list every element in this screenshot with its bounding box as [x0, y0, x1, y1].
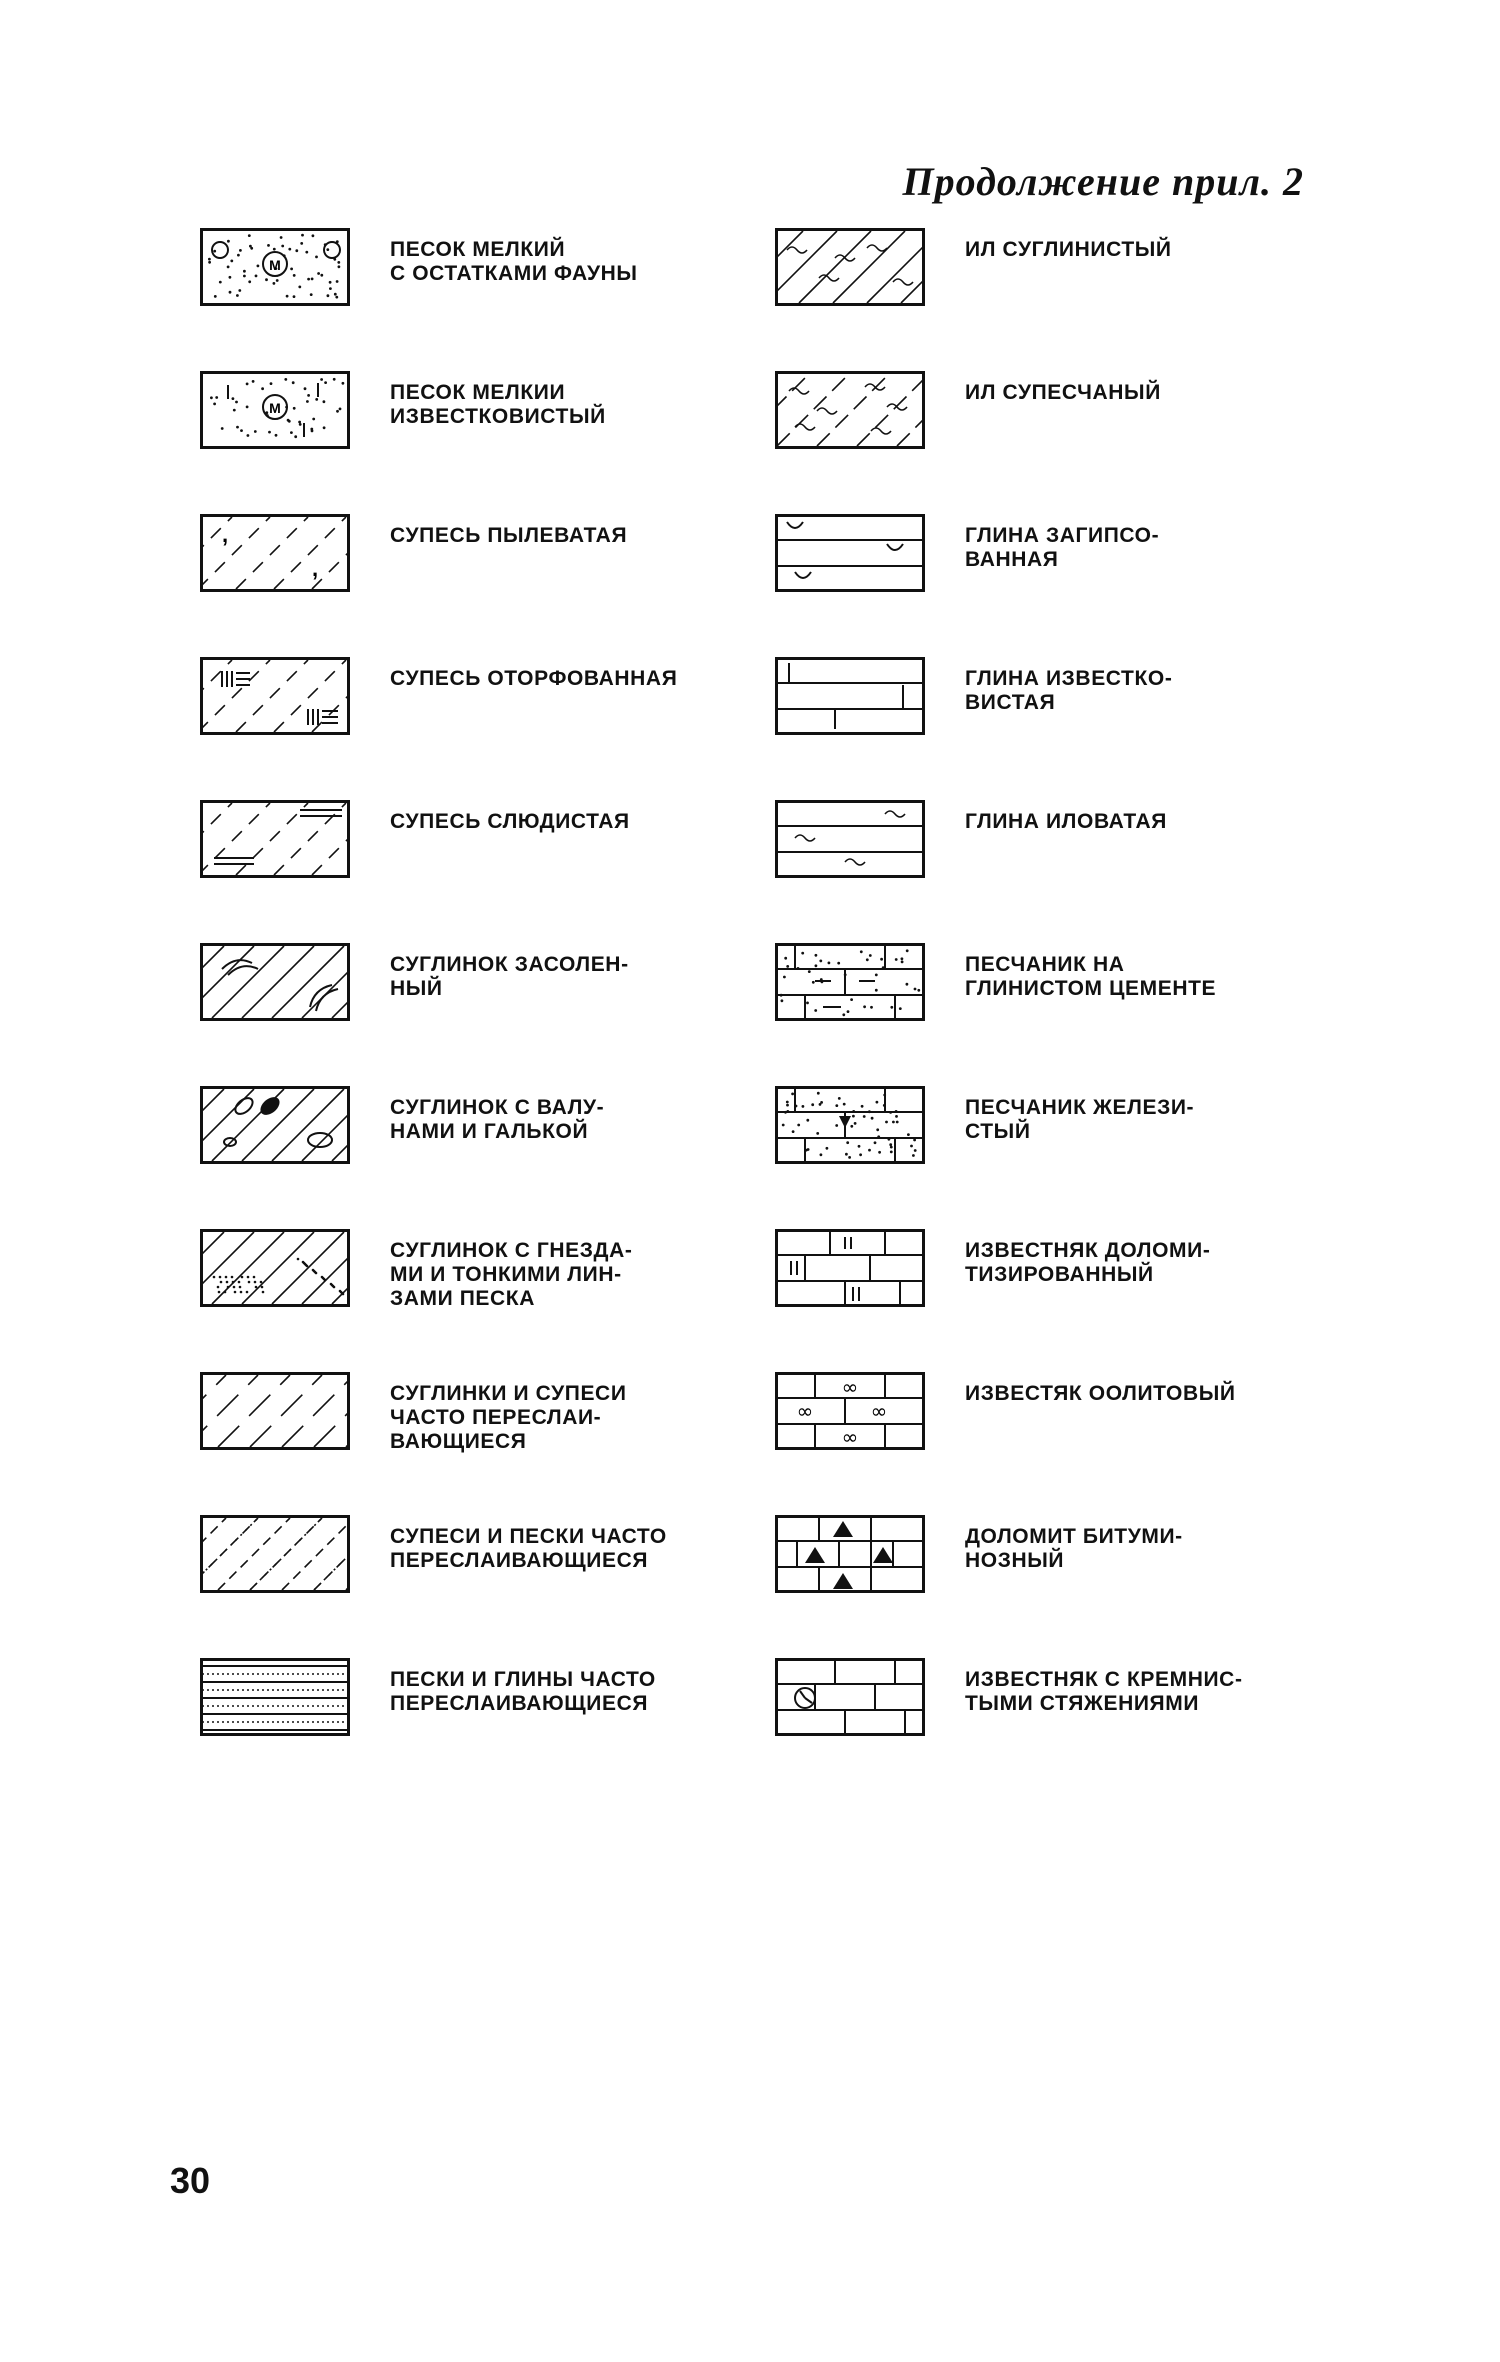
loam-sandy-interbedded-swatch: [200, 1372, 350, 1450]
legend-label: ГЛИНА ИЛОВАТАЯ: [965, 810, 1167, 833]
legend-label: ПЕСКИ И ГЛИНЫ ЧАСТО ПЕРЕСЛАИВАЮЩИЕСЯ: [390, 1668, 656, 1715]
sandy-loam-sand-interbedded-swatch: [200, 1515, 350, 1593]
legend-label: СУПЕСЬ СЛЮДИСТАЯ: [390, 810, 630, 833]
continuation-heading: Продолжение прил. 2: [902, 159, 1304, 204]
legend-item-limestone-dolomitized: [775, 1229, 1310, 1372]
legend-label: ИЗВЕСТНЯК С КРЕМНИС- ТЫМИ СТЯЖЕНИЯМИ: [965, 1668, 1243, 1715]
legend-item-sand-clay-interbedded: [200, 1658, 775, 1801]
legend-label: ИЛ СУГЛИНИСТЫЙ: [965, 238, 1172, 261]
silt-loamy-swatch: [775, 228, 925, 306]
legend-item-silt-loamy: [775, 228, 1310, 371]
legend-item-dolomite-bituminous: [775, 1515, 1310, 1658]
svg-text:M: M: [269, 257, 281, 273]
legend-label: ПЕСЧАНИК ЖЕЛЕЗИ- СТЫЙ: [965, 1096, 1195, 1143]
legend-item-sandy-loam-peaty: [200, 657, 775, 800]
svg-text:∞: ∞: [841, 1425, 859, 1449]
sand-clay-interbedded-swatch: [200, 1658, 350, 1736]
legend-grid: [200, 228, 1310, 1801]
svg-text:∞: ∞: [870, 1399, 888, 1423]
sandstone-ferruginous-swatch: [775, 1086, 925, 1164]
legend-label: СУГЛИНОК ЗАСОЛЕН- НЫЙ: [390, 953, 629, 1000]
legend-label: ПЕСЧАНИК НА ГЛИНИСТОМ ЦЕМЕНТЕ: [965, 953, 1217, 1000]
legend-item-silt-sandy: [775, 371, 1310, 514]
legend-item-sandy-loam-micaceous: [200, 800, 775, 943]
legend-item-clay-gypsum: [775, 514, 1310, 657]
legend-label: ИЗВЕСТНЯК ДОЛОМИ- ТИЗИРОВАННЫЙ: [965, 1239, 1211, 1286]
legend-label: СУПЕСЬ ОТОРФОВАННАЯ: [390, 667, 678, 690]
legend-label: ГЛИНА ИЗВЕСТКО- ВИСТАЯ: [965, 667, 1173, 714]
loam-sand-lenses-swatch: [200, 1229, 350, 1307]
svg-text:∞: ∞: [841, 1375, 859, 1399]
loam-saline-swatch: [200, 943, 350, 1021]
legend-item-sandy-loam-silty: [200, 514, 775, 657]
legend-item-loam-boulders: [200, 1086, 775, 1229]
legend-label: ПЕСОК МЕЛКИЙ С ОСТАТКАМИ ФАУНЫ: [390, 238, 638, 285]
legend-label: СУПЕСЬ ПЫЛЕВАТАЯ: [390, 524, 628, 547]
legend-item-limestone-siliceous: [775, 1658, 1310, 1801]
legend-item-loam-sand-lenses: [200, 1229, 775, 1372]
clay-gypsum-swatch: [775, 514, 925, 592]
svg-text:M: M: [269, 400, 281, 416]
page-number: 30: [170, 2160, 211, 2201]
legend-label: ИЛ СУПЕСЧАНЫЙ: [965, 381, 1161, 404]
sandy-loam-peaty-swatch: [200, 657, 350, 735]
limestone-oolitic-swatch: [775, 1372, 925, 1450]
legend-label: СУГЛИНОК С ГНЕЗДА- МИ И ТОНКИМИ ЛИН- ЗАМИ ПЕСКА: [390, 1239, 633, 1310]
loam-boulders-swatch: [200, 1086, 350, 1164]
silt-sandy-swatch: [775, 371, 925, 449]
svg-text:,: ,: [312, 556, 319, 581]
limestone-siliceous-swatch: [775, 1658, 925, 1736]
legend-item-sand-fauna: [200, 228, 775, 371]
legend-label: ГЛИНА ЗАГИПСО- ВАННАЯ: [965, 524, 1160, 571]
legend-label: ПЕСОК МЕЛКИИ ИЗВЕСТКОВИСТЫЙ: [390, 381, 606, 428]
legend-label: СУГЛИНКИ И СУПЕСИ ЧАСТО ПЕРЕСЛАИ- ВАЮЩИЕСЯ: [390, 1382, 627, 1453]
dolomite-bituminous-swatch: [775, 1515, 925, 1593]
legend-label: СУПЕСИ И ПЕСКИ ЧАСТО ПЕРЕСЛАИВАЮЩИЕСЯ: [390, 1525, 667, 1572]
sandy-loam-micaceous-swatch: [200, 800, 350, 878]
legend-item-sandstone-clay-cement: [775, 943, 1310, 1086]
legend-label: ДОЛОМИТ БИТУМИ- НОЗНЫЙ: [965, 1525, 1183, 1572]
sand-fauna-swatch: [200, 228, 350, 306]
clay-calcareous-swatch: [775, 657, 925, 735]
legend-item-sandy-loam-sand-interbedded: [200, 1515, 775, 1658]
legend-label: СУГЛИНОК С ВАЛУ- НАМИ И ГАЛЬКОЙ: [390, 1096, 605, 1143]
sand-calcareous-swatch: [200, 371, 350, 449]
legend-item-loam-saline: [200, 943, 775, 1086]
legend-item-sand-calcareous: [200, 371, 775, 514]
legend-item-clay-silty: [775, 800, 1310, 943]
legend-item-sandstone-ferruginous: [775, 1086, 1310, 1229]
sandstone-clay-cement-swatch: [775, 943, 925, 1021]
legend-item-limestone-oolitic: [775, 1372, 1310, 1515]
legend-item-loam-sandy-interbedded: [200, 1372, 775, 1515]
svg-text:,: ,: [222, 522, 229, 547]
svg-text:∞: ∞: [796, 1399, 814, 1423]
clay-silty-swatch: [775, 800, 925, 878]
limestone-dolomitized-swatch: [775, 1229, 925, 1307]
legend-label: ИЗВЕСТЯК ООЛИТОВЫЙ: [965, 1382, 1236, 1405]
sandy-loam-silty-swatch: [200, 514, 350, 592]
legend-item-clay-calcareous: [775, 657, 1310, 800]
